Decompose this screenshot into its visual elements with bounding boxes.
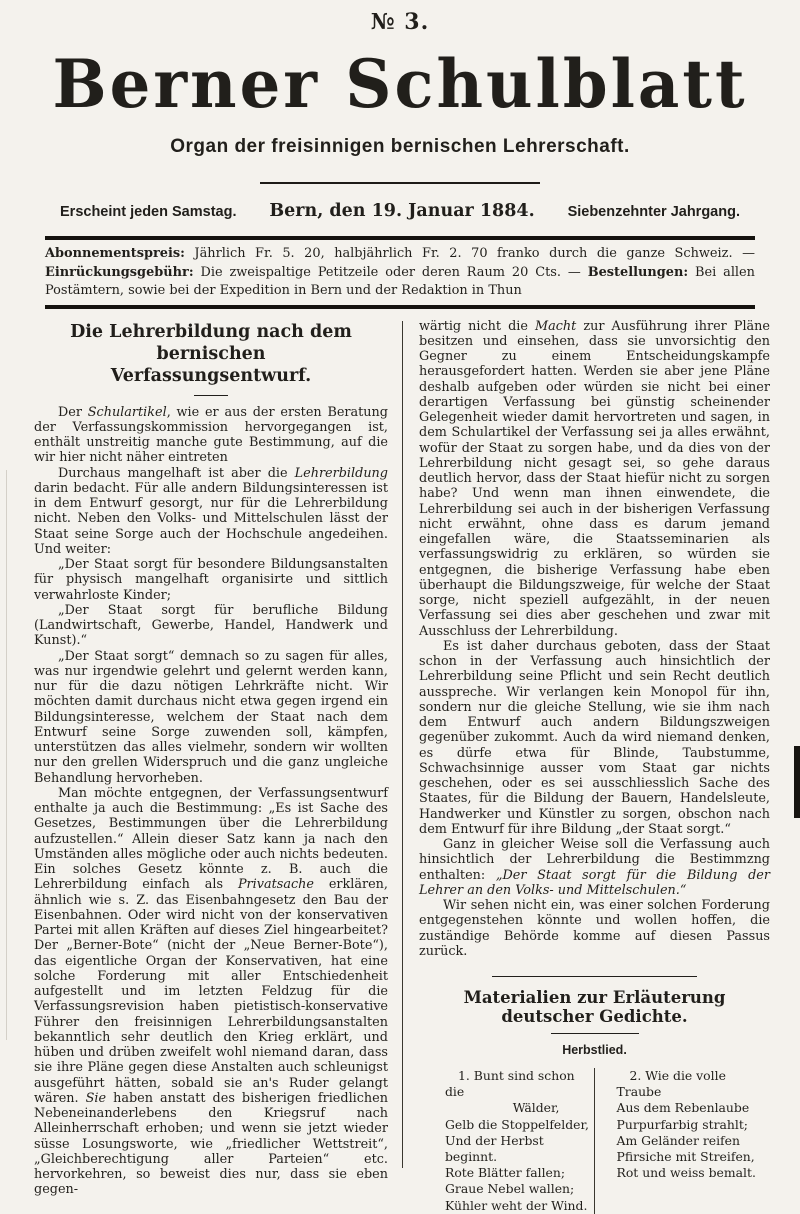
- poem-stanza-2: [595, 1068, 771, 1214]
- article-columns: [34, 319, 770, 1214]
- imprint-bottom-rule: [45, 305, 755, 309]
- poem-line: Am Geländer reifen: [616, 1132, 740, 1148]
- poem-line: 1. Bunt sind schon die: [445, 1068, 575, 1100]
- scan-artifact-left: [6, 470, 7, 1040]
- publication-dateline: Bern, den 19. Januar 1884.: [269, 201, 535, 221]
- poem: [419, 1068, 770, 1214]
- article2-title-rule: [551, 1033, 639, 1034]
- masthead: [0, 0, 800, 221]
- newspaper-subtitle: Organ der freisinnigen bernischen Lehrerschaft.: [170, 136, 630, 157]
- article2-title: Materialien zur Erläuterung deutscher Gedichte.: [463, 988, 726, 1026]
- article1-column1-text: [34, 405, 388, 1198]
- newspaper-title: Berner Schulblatt: [52, 45, 748, 124]
- article-paragraph: Der Schulartikel, wie er aus der ersten Beratung der Verfassungskommission hervorgegangen ist, enthält unstreitig manche gute Bestimmung, auf die wir hier nicht näher eintreten: [34, 404, 388, 466]
- article-paragraph: „Der Staat sorgt“ demnach so zu sagen für alles, was nur irgendwie gelehrt und gelernt werden kann, nur für die dazu nötigen Lehrkräfte nicht. Wir möchten damit durchaus nicht etwa gegen irgend ein Bildungsinteresse, welchem der Staat nach dem Entwurf seine Sorge zuwenden soll, kämpfen, unterstützen das alles vielmehr, sondern wir wollten nur den grellen Widerspruch und die ganz ungleiche Behandlung hervorheben.: [34, 648, 388, 786]
- column-divider: [402, 321, 403, 1168]
- poem-title: Herbstlied.: [562, 1043, 627, 1057]
- article1-title: [34, 321, 388, 387]
- masthead-rule: [260, 182, 540, 184]
- article-paragraph: wärtig nicht die Macht zur Ausführung ihrer Pläne besitzen und einsehen, dass sie unvorsichtig den Gegner zu einem Entscheidungskampfe herausgefordert hatten. Werden sie aber jene Pläne deshalb aufgeben oder würden sie nicht bei einer derartigen Verfassung bei günstig scheinender Gelegenheit wieder damit hervortreten und sagen, in dem Schulartikel der Verfassung sei ja alles erwähnt, wofür der Staat zu sorgen habe, und da dies von der Lehrerbildung nicht gesagt sei, so gehe daraus deutlich hervor, dass der Staat hiefür nicht zu sorgen habe? Und wenn man ihnen einwendete, die Lehrerbildung sei auch in der bisherigen Verfassung nicht erwähnt, ohne dass es darum jemand eingefallen wäre, die Staatsseminarien als verfassungswidrig zu erklären, so würden sie entgegnen, die bisherige Verfassung habe eben überhaupt die Bildungszweige, für welche der Staat sorge, nicht speziell aufgezählt, in der neuen Verfassung sei dies aber geschehen und zwar mit Ausschluss der Lehrerbildung.: [419, 318, 770, 639]
- article1-title-line1: Die Lehrerbildung nach dem bernischen: [70, 321, 352, 364]
- poem-line: Graue Nebel wallen;: [445, 1181, 575, 1197]
- article1-title-line2: Verfassungsentwurf.: [110, 365, 312, 386]
- poem-line: Kühler weht der Wind.: [445, 1197, 588, 1213]
- poem-line: 2. Wie die volle Traube: [616, 1068, 726, 1100]
- article2-top-rule: [492, 976, 697, 977]
- left-column: [34, 319, 402, 1214]
- right-column: [402, 319, 770, 1214]
- poem-line: Rote Blätter fallen;: [445, 1165, 566, 1181]
- article-paragraph: Wir sehen nicht ein, was einer solchen Forderung entgegenstehen könnte und wollen hoffen, die zuständige Behörde komme auf diesen Passus zurück.: [419, 898, 770, 959]
- poem-line: Gelb die Stoppelfelder,: [445, 1116, 589, 1132]
- article-paragraph: Durchaus mangelhaft ist aber die Lehrerbildung darin bedacht. Für alle andern Bildungsinteressen ist in dem Entwurf gesorgt, nur für die Lehrerbildung nicht. Neben den Volks- und Mittelschulen lässt der Staat seine Sorge auch der Hochschule angedeihen. Und weiter:: [34, 465, 388, 557]
- article1-title-rule: [194, 395, 228, 396]
- article-paragraph: „Der Staat sorgt für berufliche Bildung (Landwirtschaft, Gewerbe, Handel, Handwerk und Kunst).“: [34, 602, 388, 649]
- article1-column2-text: [419, 319, 770, 960]
- imprint-paragraph: Abonnementspreis: Jährlich Fr. 5. 20, halbjährlich Fr. 2. 70 franko durch die ganze Schweiz. — Einrückungsgebühr: Die zweispaltige Petitzeile oder deren Raum 20 Cts. — Bestellungen: Bei allen Postämtern, sowie bei der Expedition in Bern und der Redaktion in Thun: [45, 246, 755, 298]
- poem-line: Wälder,: [512, 1100, 560, 1116]
- volume-note: Siebenzehnter Jahrgang.: [567, 204, 740, 220]
- poem-line: Purpurfarbig strahlt;: [616, 1116, 748, 1132]
- issue-number: № 3.: [370, 9, 430, 35]
- article-paragraph: „Der Staat sorgt für besondere Bildungsanstalten für physisch mangelhaft organisirte und sittlich verwahrloste Kinder;: [34, 557, 388, 603]
- article-paragraph: Es ist daher durchaus geboten, dass der Staat schon in der Verfassung auch hinsichtlich der Lehrerbildung seine Pflicht und sein Recht deutlich ausspreche. Wir verlangen kein Monopol für ihn, sondern nur die gleiche Stellung, wie sie ihm nach dem Entwurf auch andern Bildungszweigen gegenüber zukommt. Auch da wird niemand denken, es dürfe etwa für Blinde, Taubstumme, Schwachsinnige ausser vom Staat gar nichts geschehen, oder es sei ausschliesslich Sache des Staates, für die Bildung der Bauern, Handelsleute, Handwerker und Künstler zu sorgen, obschon nach dem Entwurf für ihre Bildung „der Staat sorgt.“: [419, 638, 770, 837]
- poem-line: Pfirsiche mit Streifen,: [616, 1149, 755, 1165]
- article-paragraph: Ganz in gleicher Weise soll die Verfassung auch hinsichtlich der Lehrerbildung die Bestimmzng enthalten: „Der Staat sorgt für die Bildung der Lehrer an den Volks- und Mittelschulen.“: [419, 837, 770, 898]
- dateline-row: [60, 201, 740, 221]
- imprint-top-rule: [45, 236, 755, 240]
- article-paragraph: Man möchte entgegnen, der Verfassungsentwurf enthalte ja auch die Bestimmung: „Es ist Sache des Gesetzes, Bestimmungen über die Lehrerbildung aufzustellen.“ Allein dieser Satz kann ja nach den Umständen alles mögliche oder auch nichts bedeuten. Ein solches Gesetz könnte z. B. auch die Lehrerbildung einfach als Privatsache erklären, ähnlich wie s. Z. das Eisenbahngesetz den Bau der Eisenbahnen. Oder wird nicht von der konservativen Partei mit allen Kräften auf dieses Ziel hingearbeitet? Der „Berner-Bote“ (nicht der „Neue Berner-Bote“), das eigentliche Organ der Konservativen, hat eine solche Forderung mit aller Entschiedenheit aufgestellt und im letzten Feldzug für die Verfassungsrevision haben pietistisch-konservative Führer den freisinnigen Lehrerbildungsanstalten bekanntlich sehr deutlich den Krieg erklärt, und hüben und drüben zweifelt wohl niemand daran, dass sie ihre Pläne gegen diese Anstalten auch schleunigst ausgeführt hätten, sobald sie an's Ruder gelangt wären. Sie haben anstatt des bisherigen friedlichen Nebeneinanderlebens den Kriegsruf nach Alleinherrschaft erhoben; und wenn sie jetzt wieder süsse Losungsworte, wie „friedlicher Wettstreit“, „Gleichberechtigung aller Parteien“ etc. hervorkehren, so beweist dies nur, dass sie eben gegen-: [34, 785, 388, 1198]
- poem-stanza-1: [419, 1068, 595, 1214]
- scan-artifact-right: [794, 746, 800, 818]
- poem-line: Und der Herbst beginnt.: [445, 1132, 544, 1165]
- poem-line: Rot und weiss bemalt.: [616, 1165, 756, 1181]
- poem-line: Aus dem Rebenlaube: [616, 1100, 750, 1116]
- publication-schedule: Erscheint jeden Samstag.: [60, 204, 237, 220]
